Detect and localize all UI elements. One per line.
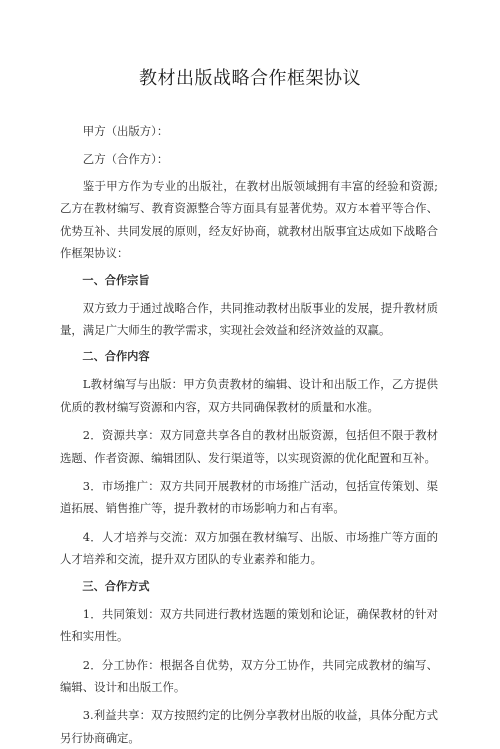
party-b-line: 乙方（合作方）： (82, 152, 169, 166)
content-item-1: L教材编写与出版：甲方负责教材的编辑、设计和出版工作，乙方提供优质的教材编写资源和内容，双方共同确保教材的质量和水准。 (60, 377, 438, 414)
document-body (60, 119, 438, 749)
method-item-2: 2．分工协作：根据各自优势，双方分工协作，共同完成教材的编写、编辑、设计和出版工作。 (60, 657, 438, 694)
content-item-4: 4．人才培养与交流：双方加强在教材编写、出版、市场推广等方面的人才培养和交流，提升双方团队的专业素养和能力。 (60, 529, 438, 567)
section-heading-method: 三、合作方式 (82, 579, 150, 593)
content-item-2: 2．资源共享：双方同意共享各自的教材出版资源，包括但不限于教材选题、作者资源、编辑团队、发行渠道等，以实现资源的优化配置和互补。 (60, 428, 438, 465)
document-title: 教材出版战略合作框架协议 (139, 68, 361, 89)
purpose-paragraph: 双方致力于通过战略合作，共同推动教材出版事业的发展，提升教材质量，满足广大师生的教学需求，实现社会效益和经济效益的双赢。 (60, 300, 438, 338)
method-item-3: 3.利益共享：双方按照约定的比例分享教材出版的收益，具体分配方式另行协商确定。 (60, 708, 438, 745)
section-heading-content: 二、合作内容 (82, 350, 150, 364)
content-item-3: 3．市场推广：双方共同开展教材的市场推广活动，包括宣传策划、渠道拓展、销售推广等，提升教材的市场影响力和占有率。 (60, 479, 438, 516)
party-a-line: 甲方（出版方）： (82, 124, 169, 138)
method-item-1: 1．共同策划：双方共同进行教材选题的策划和论证，确保教材的针对性和实用性。 (60, 606, 438, 644)
preamble-paragraph: 鉴于甲方作为专业的出版社，在教材出版领域拥有丰富的经验和资源;乙方在教材编写、教育资源整合等方面具有显著优势。双方本着平等合作、优势互补、共同发展的原则，经友好协商，就教材出版事宜达成如下战略合作框架协议： (60, 179, 438, 261)
section-heading-purpose: 一、合作宗旨 (82, 273, 150, 287)
